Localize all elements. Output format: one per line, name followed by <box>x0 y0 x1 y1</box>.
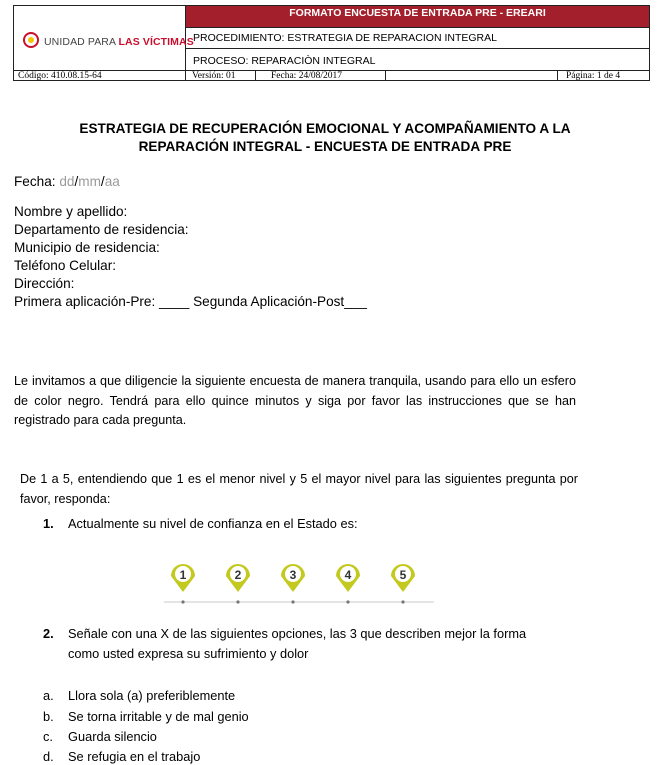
proceso-row: PROCESO: REPARACIÒN INTEGRAL <box>186 48 649 70</box>
document-title <box>40 120 610 156</box>
rating-pin-3[interactable] <box>281 564 305 604</box>
field-aplicacion: Primera aplicación-Pre: ____ Segunda Aplicación-Post___ <box>14 294 367 309</box>
scale-dot <box>346 600 349 603</box>
question-2-line-2: como usted expresa su sufrimiento y dolor <box>68 646 309 661</box>
document-header <box>13 5 650 81</box>
option-d-letter: d. <box>43 749 54 764</box>
option-c-text[interactable]: Guarda silencio <box>68 729 157 744</box>
rating-pin-4[interactable] <box>336 564 360 604</box>
rating-pin-2[interactable] <box>226 564 250 604</box>
field-telefono: Teléfono Celular: <box>14 258 117 273</box>
question-1-number: 1. <box>43 516 54 531</box>
scale-instruction: De 1 a 5, entendiendo que 1 es el menor nivel y 5 el mayor nivel para las siguientes pregunta por favor, responda: <box>20 472 578 506</box>
field-municipio: Municipio de residencia: <box>14 240 160 255</box>
question-1-text: Actualmente su nivel de confianza en el Estado es: <box>68 516 358 531</box>
question-2-line-1: Señale con una X de las siguientes opciones, las 3 que describen mejor la forma <box>68 626 527 641</box>
field-departamento: Departamento de residencia: <box>14 222 189 237</box>
colombia-seal-icon <box>23 32 39 48</box>
fecha-year-placeholder[interactable]: aa <box>104 174 120 189</box>
option-b-text[interactable]: Se torna irritable y de mal genio <box>68 709 249 724</box>
intro-paragraph: Le invitamos a que diligencie la siguiente encuesta de manera tranquila, usando para ello un esfero de color negro. Tendrá para ello quince minutos y siga por favor las instrucciones que se han registrado para cada pregunta. <box>14 374 576 427</box>
format-title: FORMATO ENCUESTA DE ENTRADA PRE - EREARI <box>186 6 649 27</box>
fecha-separator: / <box>74 174 79 189</box>
option-c-letter: c. <box>43 729 53 744</box>
logo-cell <box>14 6 194 70</box>
title-line-1: ESTRATEGIA DE RECUPERACIÓN EMOCIONAL Y ACOMPAÑAMIENTO A LA <box>79 121 571 136</box>
rating-pin-1[interactable] <box>171 564 195 604</box>
fecha-month-placeholder[interactable]: mm <box>78 174 101 189</box>
fecha-line <box>14 174 120 189</box>
option-a-text[interactable]: Llora sola (a) preferiblemente <box>68 688 236 703</box>
fecha-cell: Fecha: 24/08/2017 <box>256 71 386 81</box>
rating-pin-label: 5 <box>399 568 407 582</box>
field-direccion: Dirección: <box>14 276 75 291</box>
question-2-number: 2. <box>43 626 54 641</box>
rating-pin-label: 1 <box>179 568 187 582</box>
rating-pin-label: 3 <box>289 568 297 582</box>
rating-pin-label: 2 <box>234 568 242 582</box>
metadata-row <box>14 70 649 81</box>
logo-text: UNIDAD PARA LAS VÍCTIMAS <box>44 36 194 48</box>
codigo-cell: Código: 410.08.15-64 <box>14 71 186 81</box>
blank-cell <box>386 71 558 81</box>
field-nombre: Nombre y apellido: <box>14 204 128 219</box>
scale-dot <box>291 600 294 603</box>
rating-pin-label: 4 <box>344 568 352 582</box>
version-cell: Versión: 01 <box>186 71 256 81</box>
rating-pin-5[interactable] <box>391 564 415 604</box>
scale-dot <box>181 600 184 603</box>
fecha-day-placeholder[interactable]: dd <box>59 174 75 189</box>
option-a-letter: a. <box>43 688 54 703</box>
scale-dot <box>236 600 239 603</box>
pagina-cell: Página: 1 de 4 <box>566 71 621 81</box>
option-d-text[interactable]: Se refugia en el trabajo <box>68 749 201 764</box>
scale-dot <box>401 600 404 603</box>
fecha-label: Fecha: <box>14 174 60 189</box>
option-b-letter: b. <box>43 709 54 724</box>
procedimiento-row: PROCEDIMIENTO: ESTRATEGIA DE REPARACION INTEGRAL <box>186 27 649 48</box>
title-line-2: REPARACIÓN INTEGRAL - ENCUESTA DE ENTRADA PRE <box>138 139 512 154</box>
rating-scale <box>160 558 440 608</box>
fecha-separator: / <box>100 174 105 189</box>
